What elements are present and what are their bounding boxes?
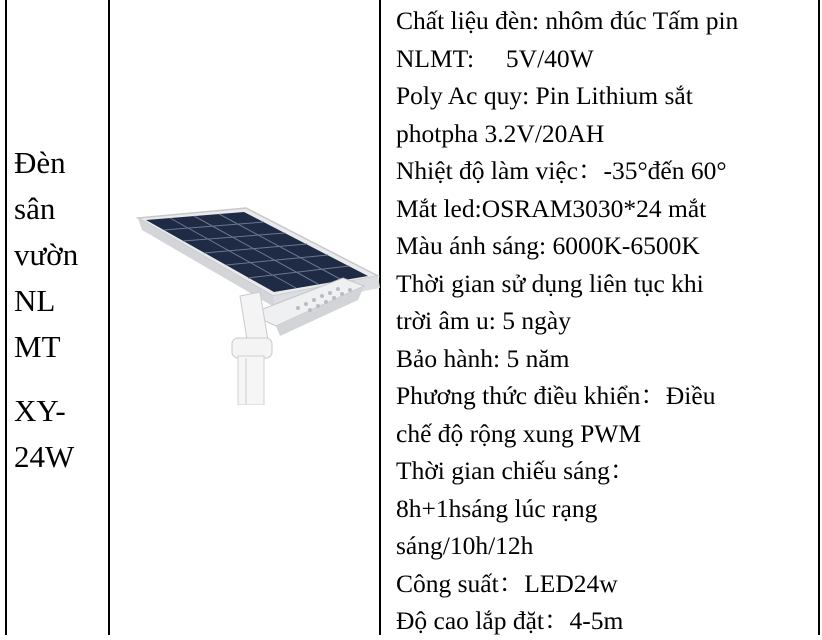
table-divider-1 (108, 0, 110, 635)
spec-line: NLMT: 5V/40W (396, 43, 594, 73)
product-image (128, 200, 380, 405)
product-model-line: 24W (14, 439, 75, 474)
product-name-line: MT (14, 329, 61, 364)
spec-line: photpha 3.2V/20AH (396, 118, 605, 148)
spec-line: Phương thức điều khiển：Điều (396, 381, 716, 410)
product-model-cell (14, 388, 106, 480)
product-name-cell (14, 140, 106, 370)
spec-line: 8h+1hsáng lúc rạng (396, 493, 598, 523)
table-border-right (818, 0, 820, 635)
spec-line: Chất liệu đèn: nhôm đúc Tấm pin (396, 6, 739, 35)
spec-line: Độ cao lắp đặt：4-5m (396, 606, 624, 635)
product-name-line: vườn (14, 237, 79, 272)
spec-line: Công suất：LED24w (396, 568, 618, 598)
spec-line: Thời gian sử dụng liên tục khi (396, 268, 704, 298)
spec-line: trời âm u: 5 ngày (396, 306, 571, 335)
spec-line: Mắt led:OSRAM3030*24 mắt (396, 193, 707, 223)
spec-line: Bảo hành: 5 năm (396, 343, 570, 373)
specs-cell (396, 2, 816, 640)
product-name-line: Đèn (14, 145, 66, 180)
product-name-line: sân (14, 191, 56, 226)
solar-garden-lamp-icon (128, 200, 380, 405)
product-model-line: XY- (14, 393, 66, 428)
spec-line: Thời gian chiếu sáng： (396, 456, 636, 485)
spec-line: chế độ rộng xung PWM (396, 418, 642, 448)
spec-line: Nhiệt độ làm việc：-35°đến 60° (396, 156, 727, 185)
spec-line: Màu ánh sáng: 6000K-6500K (396, 231, 700, 260)
spec-line: Poly Ac quy: Pin Lithium sắt (396, 81, 693, 110)
table-border-left (5, 0, 7, 635)
product-name-line: NL (14, 283, 56, 318)
spec-line: sáng/10h/12h (396, 531, 534, 560)
